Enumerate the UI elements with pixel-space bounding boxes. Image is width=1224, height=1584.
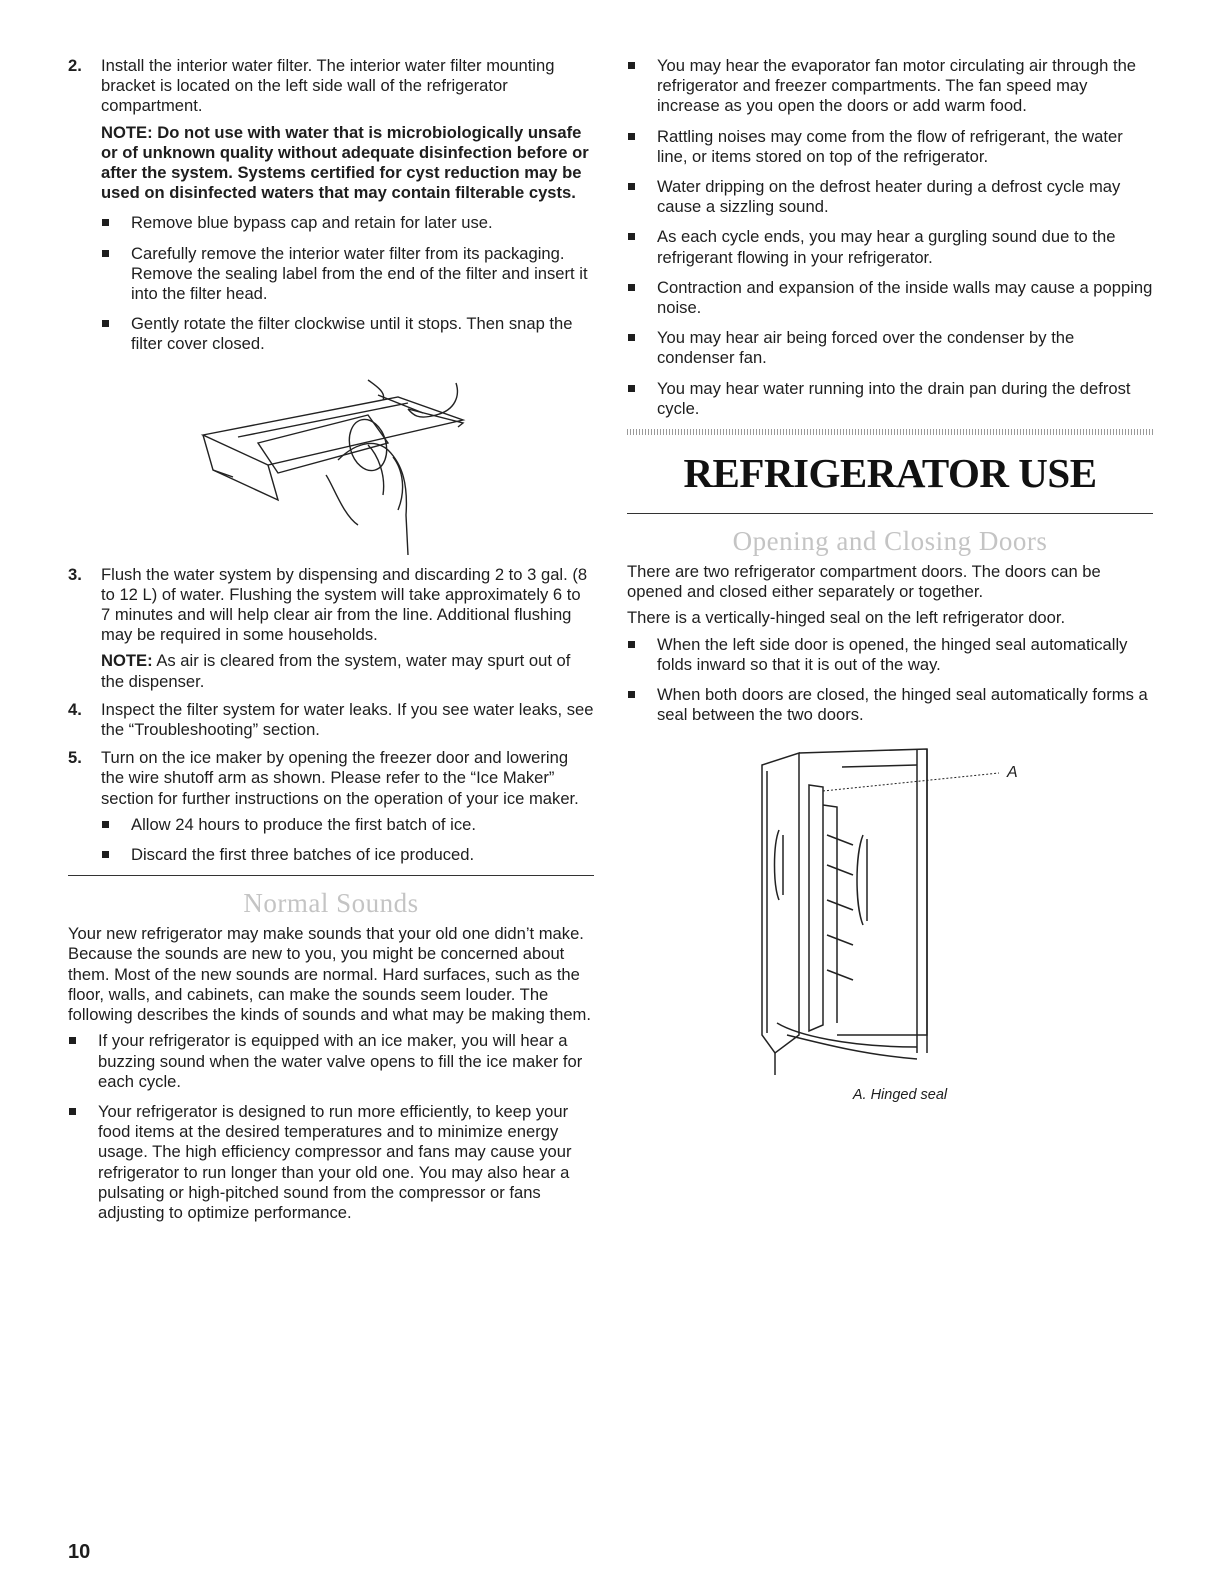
list-item: Allow 24 hours to produce the first batch of ice.	[101, 815, 594, 835]
normal-sounds-heading: Normal Sounds	[243, 888, 419, 919]
note-text: As air is cleared from the system, water may spurt out of the dispenser.	[101, 651, 571, 691]
doors-heading: Opening and Closing Doors	[732, 526, 1048, 557]
list-item: Remove blue bypass cap and retain for later use.	[101, 213, 594, 233]
list-item: As each cycle ends, you may hear a gurgling sound due to the refrigerant flowing in your refrigerator.	[627, 227, 1153, 267]
step-5	[68, 748, 594, 865]
door-illustration-svg	[627, 735, 1153, 1075]
step-5-bullets	[101, 815, 594, 865]
list-item: Rattling noises may come from the flow of refrigerant, the water line, or items stored on top of the refrigerator.	[627, 127, 1153, 167]
title-rule	[627, 513, 1153, 514]
safety-note: NOTE: Do not use with water that is microbiologically unsafe or of unknown quality without adequate disinfection before or after the system. Systems certified for cyst reduction may be used on disinfected waters that may contain filterable cysts.	[101, 122, 589, 203]
normal-sounds-bullets	[68, 1031, 594, 1223]
section-divider	[68, 875, 594, 876]
figure-caption: A. Hinged seal	[852, 1087, 948, 1104]
step-text: Install the interior water filter. The interior water filter mounting bracket is located on the left side wall of the refrigerator compartment.	[101, 56, 555, 116]
dotted-divider	[627, 429, 1153, 435]
step-text: Inspect the filter system for water leaks. If you see water leaks, see the “Troubleshooting” section.	[101, 699, 594, 740]
list-item: Contraction and expansion of the inside walls may cause a popping noise.	[627, 278, 1153, 318]
step-number: 5.	[68, 748, 82, 768]
list-item: You may hear air being forced over the condenser by the condenser fan.	[627, 328, 1153, 368]
step-2	[68, 56, 594, 355]
list-item: Water dripping on the defrost heater during a defrost cycle may cause a sizzling sound.	[627, 177, 1153, 217]
list-item: Discard the first three batches of ice produced.	[101, 845, 594, 865]
step-4	[68, 700, 594, 740]
filter-install-illustration	[68, 365, 594, 555]
filter-illustration-svg	[68, 365, 594, 555]
step-number: 4.	[68, 699, 82, 719]
list-item: Gently rotate the filter clockwise until it stops. Then snap the filter cover closed.	[101, 314, 594, 354]
step-3	[68, 565, 594, 692]
section-title: REFRIGERATOR USE	[683, 450, 1097, 497]
doors-para-1: There are two refrigerator compartment doors. The doors can be opened and closed either separately or together.	[627, 562, 1101, 602]
left-column	[68, 56, 594, 1233]
step-text: Flush the water system by dispensing and discarding 2 to 3 gal. (8 to 12 L) of water. Flushing the system will take approximately 6 to 7 minutes and will help clear air from the line. Additional flushing may be required in some households.	[101, 564, 588, 645]
right-column	[627, 56, 1153, 1106]
sound-bullets	[627, 56, 1153, 419]
doors-para-2: There is a vertically-hinged seal on the left refrigerator door.	[627, 608, 1066, 628]
doors-bullets	[627, 635, 1153, 726]
list-item: If your refrigerator is equipped with an ice maker, you will hear a buzzing sound when the water valve opens to fill the ice maker for each cycle.	[68, 1031, 594, 1092]
list-item: You may hear water running into the drain pan during the defrost cycle.	[627, 379, 1153, 419]
list-item: Your refrigerator is designed to run more efficiently, to keep your food items at the desired temperatures and to minimize energy usage. The high efficiency compressor and fans may cause your refrigerator to run longer than your old one. You may also hear a pulsating or high-pitched sound from the compressor or fans adjusting to optimize performance.	[68, 1102, 594, 1223]
page-number: 10	[68, 1541, 91, 1563]
normal-sounds-intro: Your new refrigerator may make sounds that your old one didn’t make. Because the sounds are new to you, you might be concerned about them. Most of the new sounds are normal. Hard surfaces, such as the floor, walls, and cabinets, can make the sounds seem louder. The following describes the kinds of sounds and what may be making them.	[68, 924, 591, 1025]
refrigerator-door-illustration	[627, 735, 1153, 1075]
step-number: 3.	[68, 564, 82, 584]
list-item: When the left side door is opened, the hinged seal automatically folds inward so that it is out of the way.	[627, 635, 1153, 675]
note	[101, 651, 594, 691]
note-label: NOTE:	[101, 651, 153, 671]
list-item: Carefully remove the interior water filter from its packaging. Remove the sealing label from the end of the filter and insert it into the filter head.	[101, 244, 594, 305]
step-number: 2.	[68, 56, 82, 75]
callout-letter: A	[1007, 764, 1018, 782]
step-text: Turn on the ice maker by opening the freezer door and lowering the wire shutoff arm as shown. Please refer to the “Ice Maker” section for further instructions on the operation of your ice maker.	[101, 748, 579, 808]
list-item: You may hear the evaporator fan motor circulating air through the refrigerator and freezer compartments. The fan speed may increase as you open the doors or add warm food.	[627, 56, 1153, 117]
list-item: When both doors are closed, the hinged seal automatically forms a seal between the two doors.	[627, 685, 1153, 725]
step-2-bullets	[101, 213, 594, 354]
